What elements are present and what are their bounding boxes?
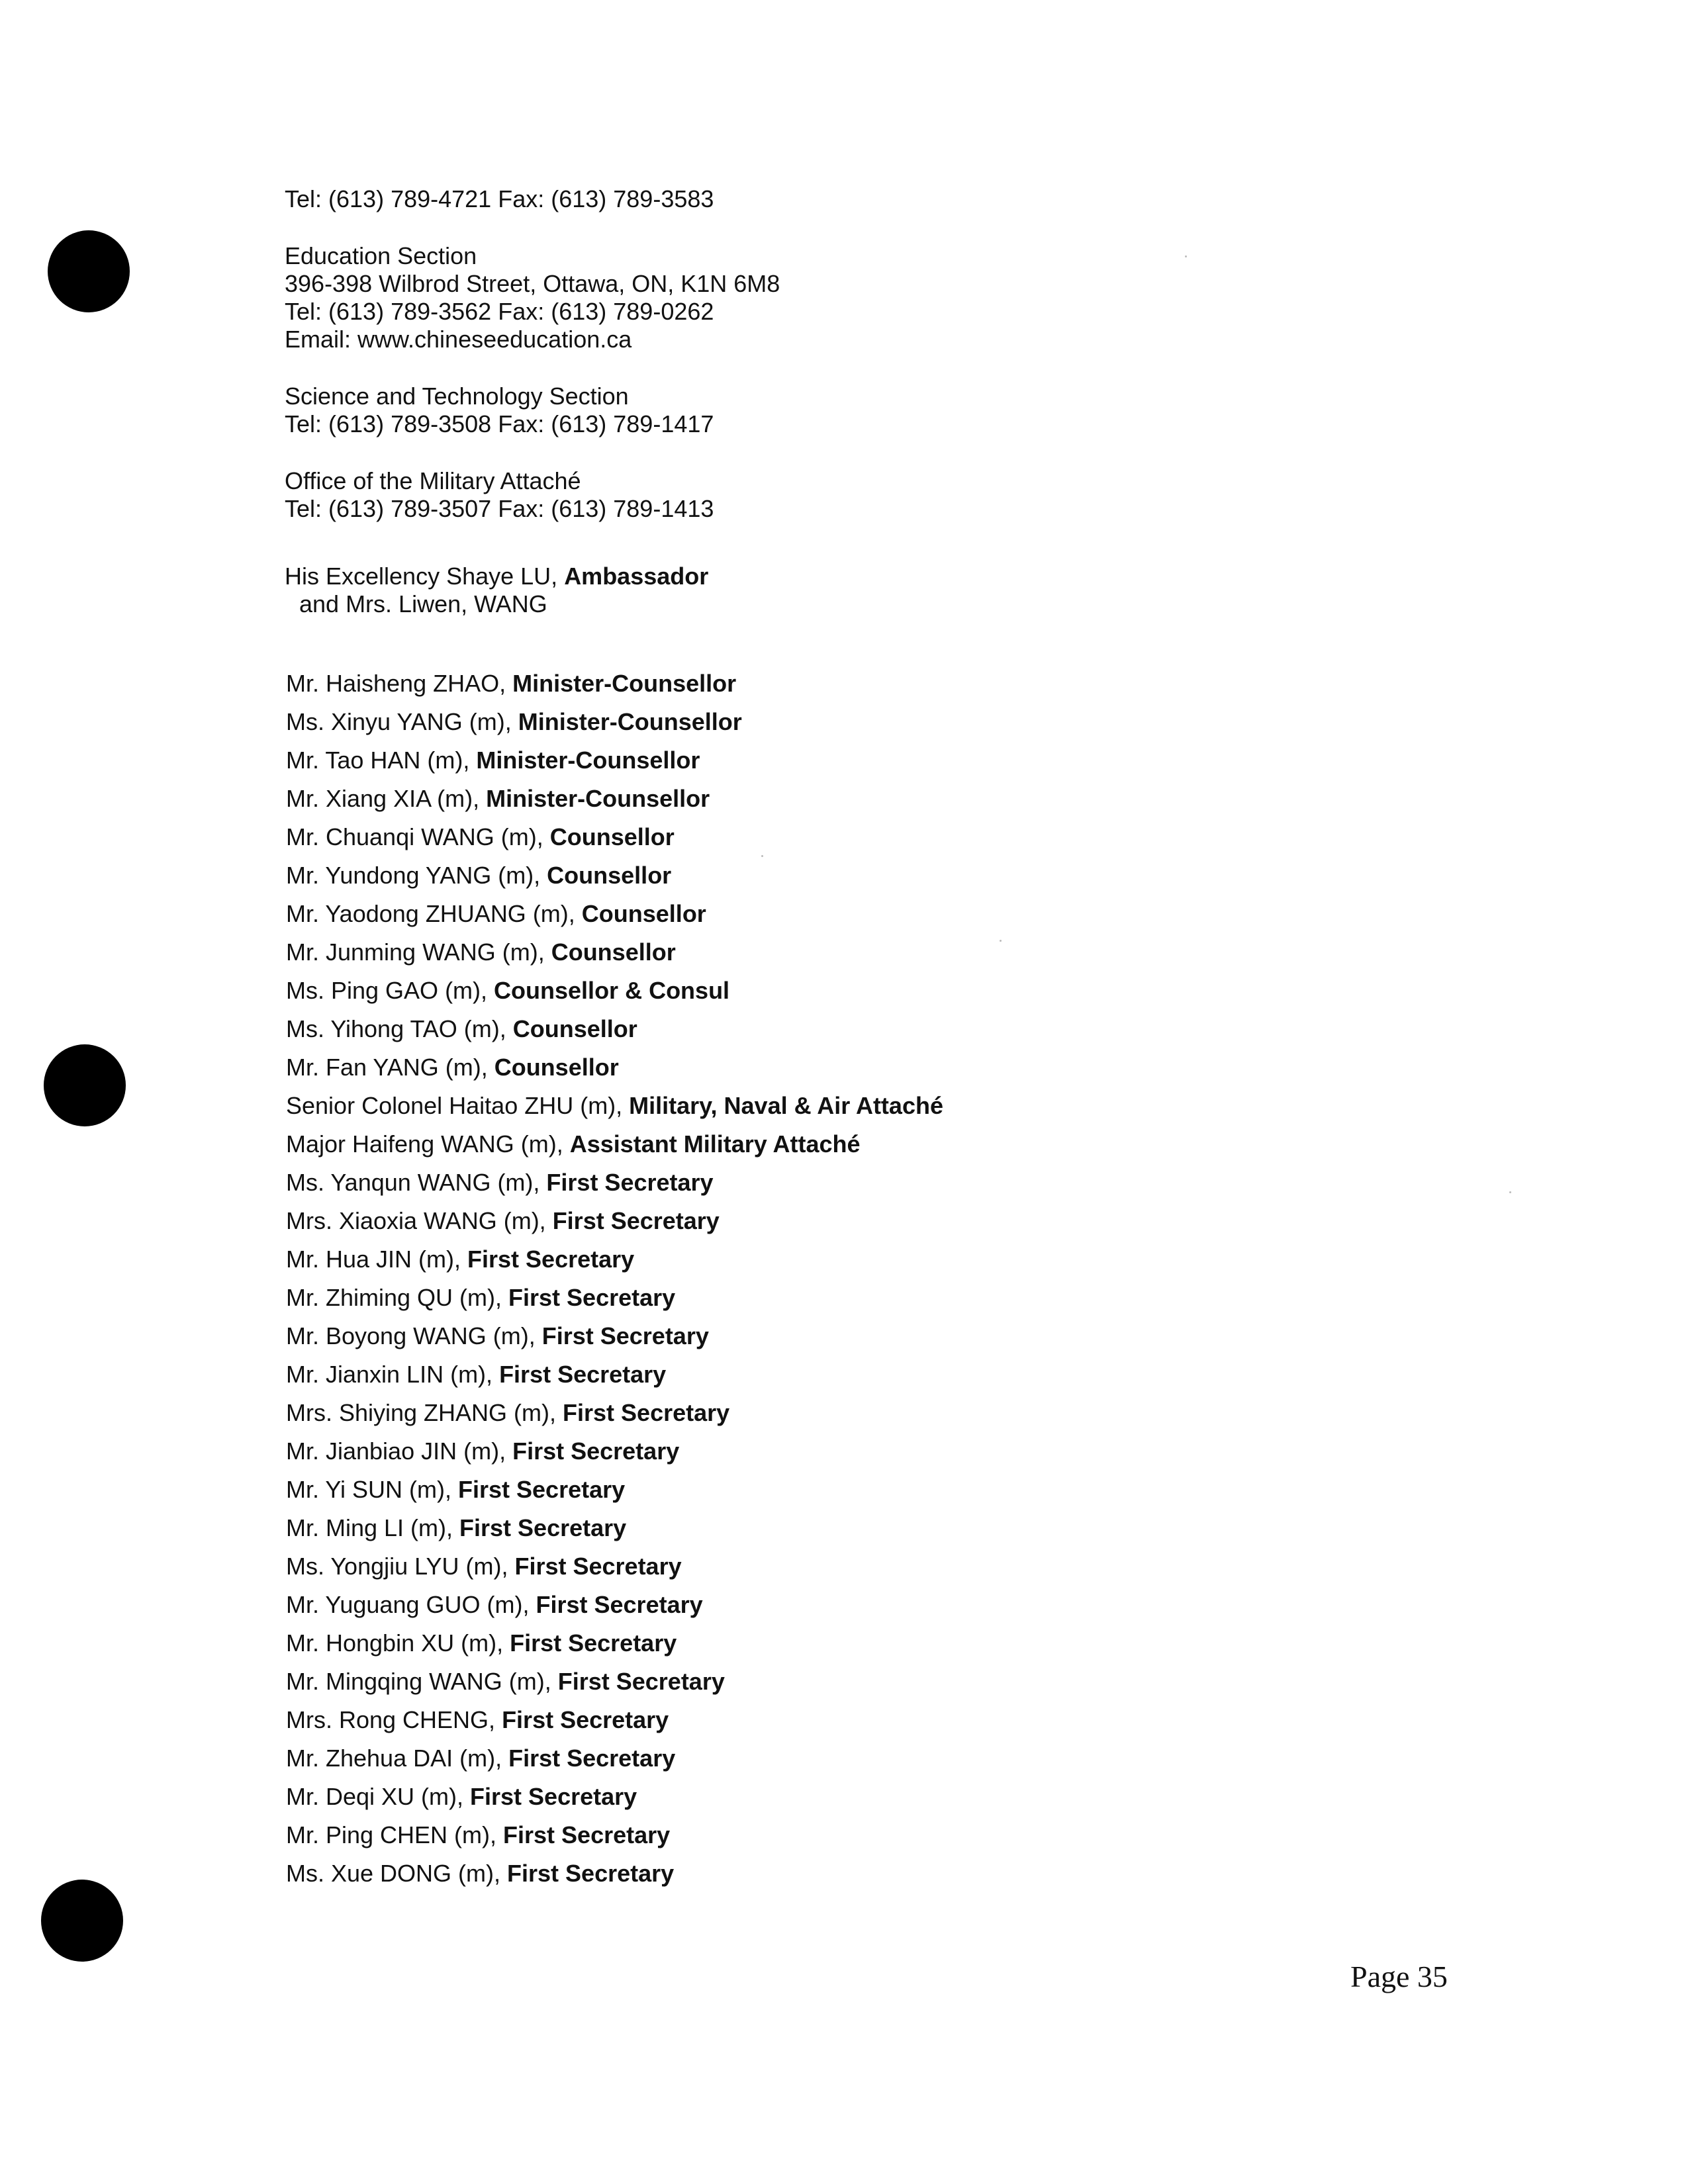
staff-name: Mr. Hongbin XU (m), bbox=[286, 1629, 510, 1657]
staff-title: Counsellor bbox=[551, 938, 676, 966]
staff-row bbox=[286, 1471, 943, 1509]
staff-row bbox=[286, 1854, 943, 1893]
science-section-name: Science and Technology Section bbox=[285, 383, 629, 410]
staff-row bbox=[286, 1701, 943, 1739]
staff-name: Senior Colonel Haitao ZHU (m), bbox=[286, 1092, 630, 1119]
staff-title: First Secretary bbox=[552, 1207, 720, 1234]
staff-row bbox=[286, 818, 943, 856]
staff-row bbox=[286, 1317, 943, 1355]
staff-name: Mr. Tao HAN (m), bbox=[286, 747, 477, 774]
staff-row bbox=[286, 664, 943, 703]
staff-row bbox=[286, 1739, 943, 1778]
education-section-phone: Tel: (613) 789-3562 Fax: (613) 789-0262 bbox=[285, 298, 714, 325]
staff-title: First Secretary bbox=[507, 1860, 675, 1887]
military-attache-block bbox=[285, 467, 714, 523]
staff-row bbox=[286, 856, 943, 895]
staff-name: Mr. Ping CHEN (m), bbox=[286, 1821, 504, 1848]
staff-name: Mrs. Shiying ZHANG (m), bbox=[286, 1399, 563, 1426]
ambassador-line bbox=[285, 563, 708, 590]
main-contact-line: Tel: (613) 789-4721 Fax: (613) 789-3583 bbox=[285, 185, 714, 212]
staff-row bbox=[286, 1163, 943, 1202]
scan-speck bbox=[761, 855, 763, 857]
staff-title: First Secretary bbox=[503, 1821, 671, 1848]
staff-name: Mr. Jianxin LIN (m), bbox=[286, 1361, 500, 1388]
staff-row bbox=[286, 1662, 943, 1701]
staff-name: Major Haifeng WANG (m), bbox=[286, 1130, 570, 1158]
staff-name: Mr. Haisheng ZHAO, bbox=[286, 670, 513, 697]
staff-row bbox=[286, 1509, 943, 1547]
staff-title: First Secretary bbox=[510, 1629, 677, 1657]
staff-title: Counsellor bbox=[512, 1015, 637, 1042]
staff-name: Ms. Yanqun WANG (m), bbox=[286, 1169, 547, 1196]
staff-name: Mr. Xiang XIA (m), bbox=[286, 785, 487, 812]
staff-row bbox=[286, 1010, 943, 1048]
staff-name: Mr. Yundong YANG (m), bbox=[286, 862, 547, 889]
staff-row bbox=[286, 1355, 943, 1394]
staff-title: Military, Naval & Air Attaché bbox=[629, 1092, 943, 1119]
education-section-block bbox=[285, 242, 780, 353]
staff-row bbox=[286, 1394, 943, 1432]
scan-speck bbox=[1509, 1191, 1511, 1193]
ambassador-title: Ambassador bbox=[564, 563, 709, 590]
staff-row bbox=[286, 780, 943, 818]
staff-row bbox=[286, 1279, 943, 1317]
scan-speck bbox=[1000, 940, 1002, 942]
staff-title: First Secretary bbox=[467, 1246, 635, 1273]
staff-name: Ms. Yongjiu LYU (m), bbox=[286, 1553, 515, 1580]
staff-name: Ms. Ping GAO (m), bbox=[286, 977, 494, 1004]
staff-title: First Secretary bbox=[514, 1553, 682, 1580]
staff-name: Mr. Fan YANG (m), bbox=[286, 1054, 494, 1081]
staff-name: Mr. Junming WANG (m), bbox=[286, 938, 551, 966]
staff-title: First Secretary bbox=[459, 1514, 627, 1541]
staff-name: Mrs. Xiaoxia WANG (m), bbox=[286, 1207, 553, 1234]
staff-row bbox=[286, 1624, 943, 1662]
staff-name: Mr. Hua JIN (m), bbox=[286, 1246, 468, 1273]
staff-title: Assistant Military Attaché bbox=[569, 1130, 861, 1158]
staff-row bbox=[286, 1087, 943, 1125]
education-section-email: Email: www.chineseeducation.ca bbox=[285, 326, 632, 353]
punch-hole bbox=[48, 230, 130, 312]
staff-name: Ms. Xue DONG (m), bbox=[286, 1860, 508, 1887]
staff-title: Minister-Counsellor bbox=[512, 670, 737, 697]
staff-row bbox=[286, 1816, 943, 1854]
military-attache-phone: Tel: (613) 789-3507 Fax: (613) 789-1413 bbox=[285, 495, 714, 522]
staff-title: First Secretary bbox=[546, 1169, 714, 1196]
staff-title: First Secretary bbox=[458, 1476, 626, 1503]
staff-title: First Secretary bbox=[470, 1783, 637, 1810]
staff-row bbox=[286, 1432, 943, 1471]
staff-name: Mr. Chuanqi WANG (m), bbox=[286, 823, 550, 850]
staff-name: Mr. Yi SUN (m), bbox=[286, 1476, 458, 1503]
diplomatic-staff-list bbox=[286, 664, 943, 1893]
staff-name: Mr. Yuguang GUO (m), bbox=[286, 1591, 536, 1618]
staff-title: First Secretary bbox=[557, 1668, 725, 1695]
staff-name: Mr. Deqi XU (m), bbox=[286, 1783, 471, 1810]
education-section-name: Education Section bbox=[285, 242, 477, 269]
staff-title: Counsellor bbox=[549, 823, 675, 850]
staff-name: Mr. Mingqing WANG (m), bbox=[286, 1668, 558, 1695]
staff-name: Mr. Zhiming QU (m), bbox=[286, 1284, 509, 1311]
staff-title: First Secretary bbox=[502, 1706, 669, 1733]
staff-title: Counsellor bbox=[547, 862, 672, 889]
main-contact-block bbox=[285, 185, 714, 213]
staff-name: Mr. Yaodong ZHUANG (m), bbox=[286, 900, 582, 927]
staff-row bbox=[286, 1778, 943, 1816]
staff-row bbox=[286, 1048, 943, 1087]
staff-row bbox=[286, 1202, 943, 1240]
staff-row bbox=[286, 895, 943, 933]
staff-title: First Secretary bbox=[499, 1361, 667, 1388]
education-section-address: 396-398 Wilbrod Street, Ottawa, ON, K1N 6M8 bbox=[285, 270, 780, 297]
staff-title: First Secretary bbox=[512, 1437, 680, 1465]
staff-title: Counsellor bbox=[494, 1054, 619, 1081]
scan-speck bbox=[1185, 255, 1187, 257]
staff-name: Mr. Ming LI (m), bbox=[286, 1514, 460, 1541]
staff-name: Ms. Yihong TAO (m), bbox=[286, 1015, 513, 1042]
punch-hole bbox=[44, 1044, 126, 1126]
staff-row bbox=[286, 972, 943, 1010]
staff-title: Counsellor & Consul bbox=[494, 977, 730, 1004]
staff-name: Ms. Xinyu YANG (m), bbox=[286, 708, 518, 735]
punch-hole bbox=[41, 1880, 123, 1962]
science-section-block bbox=[285, 383, 714, 438]
staff-name: Mr. Jianbiao JIN (m), bbox=[286, 1437, 513, 1465]
staff-title: First Secretary bbox=[541, 1322, 709, 1349]
staff-name: Mr. Zhehua DAI (m), bbox=[286, 1745, 509, 1772]
staff-title: First Secretary bbox=[508, 1284, 676, 1311]
staff-row bbox=[286, 1586, 943, 1624]
military-attache-name: Office of the Military Attaché bbox=[285, 467, 581, 494]
ambassador-block bbox=[285, 563, 708, 618]
staff-title: Minister-Counsellor bbox=[486, 785, 710, 812]
staff-title: First Secretary bbox=[563, 1399, 730, 1426]
staff-row bbox=[286, 1240, 943, 1279]
staff-title: First Secretary bbox=[508, 1745, 676, 1772]
staff-name: Mrs. Rong CHENG, bbox=[286, 1706, 502, 1733]
staff-title: First Secretary bbox=[536, 1591, 703, 1618]
staff-title: Minister-Counsellor bbox=[476, 747, 700, 774]
page-number: Page 35 bbox=[1350, 1960, 1448, 1993]
staff-name: Mr. Boyong WANG (m), bbox=[286, 1322, 542, 1349]
staff-row bbox=[286, 1125, 943, 1163]
staff-title: Minister-Counsellor bbox=[518, 708, 742, 735]
staff-title: Counsellor bbox=[581, 900, 706, 927]
ambassador-name: His Excellency Shaye LU, bbox=[285, 563, 565, 590]
ambassador-spouse: and Mrs. Liwen, WANG bbox=[299, 590, 547, 617]
staff-row bbox=[286, 741, 943, 780]
staff-row bbox=[286, 1547, 943, 1586]
staff-row bbox=[286, 933, 943, 972]
staff-row bbox=[286, 703, 943, 741]
science-section-phone: Tel: (613) 789-3508 Fax: (613) 789-1417 bbox=[285, 410, 714, 437]
